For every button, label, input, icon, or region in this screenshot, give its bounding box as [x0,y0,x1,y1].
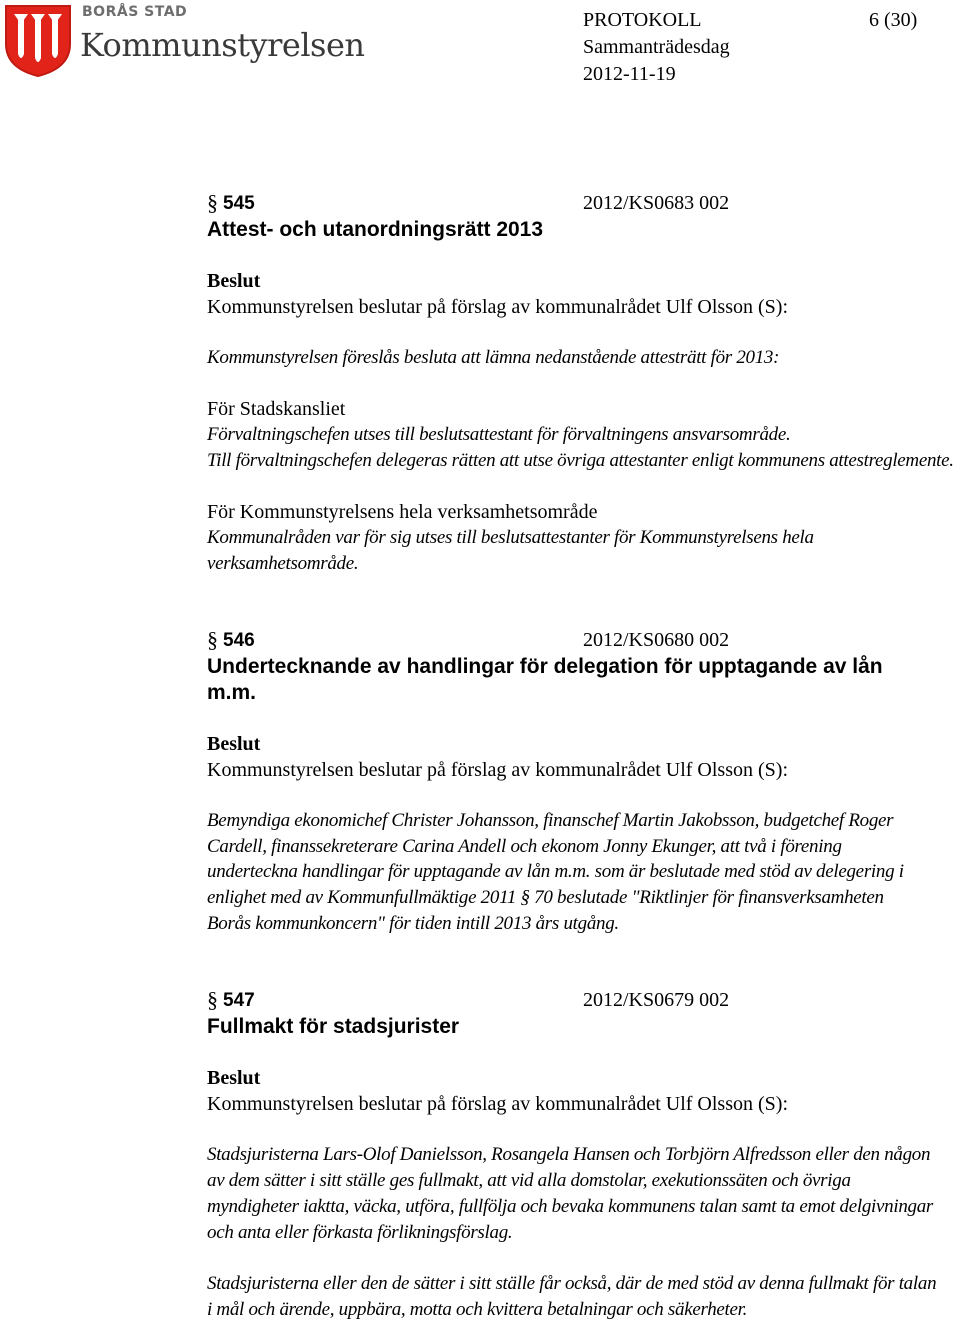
section-number: 545 [223,193,255,214]
body-line: underteckna handlingar för upptagande av lån m.m. som är beslutade med stöd av delegering i [207,861,904,882]
section-title: m.m. [207,681,257,704]
section-dnr: 2012/KS0679 002 [583,989,730,1011]
body-line: Cardell, finanssekreterare Carina Andell och ekonom Jonny Ekunger, att två i förening [207,836,842,857]
meeting-label: Sammanträdesdag [583,36,730,58]
section-title: Undertecknande av handlingar för delegation för upptagande av lån [207,655,883,678]
proposal-text: Kommunstyrelsen föreslås besluta att lämna nedanstående attesträtt för 2013: [207,347,780,368]
section-dnr: 2012/KS0680 002 [583,629,730,651]
section-dnr: 2012/KS0683 002 [583,192,730,214]
section-title: Attest- och utanordningsrätt 2013 [207,218,544,241]
body-line: Till förvaltningschefen delegeras rätten att utse övriga attestanter enligt kommunens attestreglemente. [207,450,954,471]
beslut-heading: Beslut [207,1067,261,1089]
doc-type: PROTOKOLL [583,9,702,31]
body-line: Stadsjuristerna eller den de sätter i sitt ställe får också, där de med stöd av denna fullmakt för talan [207,1273,937,1294]
section-symbol: § [207,190,218,215]
section-symbol: § [207,627,218,652]
body-line: verksamhetsområde. [207,553,359,574]
body-line: i mål och ärende, uppbära, motta och kvittera betalningar och säkerheter. [207,1299,748,1320]
section-title: Fullmakt för stadsjurister [207,1015,460,1038]
meeting-date: 2012-11-19 [583,63,676,85]
decision-intro: Kommunstyrelsen beslutar på förslag av kommunalrådet Ulf Olsson (S): [207,759,788,781]
beslut-heading: Beslut [207,270,261,292]
body-line: Kommunalråden var för sig utses till beslutsattestanter för Kommunstyrelsens hela [207,527,814,548]
body-line: myndigheter iaktta, väcka, utföra, fullfölja och bevaka kommunens talan samt ta emot delgivningar [207,1196,934,1217]
body-line: Förvaltningschefen utses till beslutsattestant för förvaltningens ansvarsområde. [207,424,791,445]
beslut-heading: Beslut [207,733,261,755]
body-line: av dem sätter i sitt ställe ges fullmakt, att vid alla domstolar, exekutionssäten och övriga [207,1170,851,1191]
page-number: 6 (30) [869,9,918,31]
subheading-kommunstyrelsen: För Kommunstyrelsens hela verksamhetsområde [207,501,598,523]
decision-intro: Kommunstyrelsen beslutar på förslag av kommunalrådet Ulf Olsson (S): [207,296,788,318]
body-line: enlighet med av Kommunfullmäktige 2011 § 70 beslutade "Riktlinjer för finansverksamheten [207,887,884,908]
body-line: och anta eller förkasta förlikningsförslag. [207,1222,513,1243]
section-number: 546 [223,630,255,651]
body-line: Bemyndiga ekonomichef Christer Johansson, finanschef Martin Jakobsson, budgetchef Roger [207,810,894,831]
body-line: Borås kommunkoncern" för tiden intill 2013 års utgång. [207,913,619,934]
decision-intro: Kommunstyrelsen beslutar på förslag av kommunalrådet Ulf Olsson (S): [207,1093,788,1115]
subheading-stadskansliet: För Stadskansliet [207,398,346,420]
body-line: Stadsjuristerna Lars-Olof Danielsson, Rosangela Hansen och Torbjörn Alfredsson eller den någon [207,1144,931,1165]
section-symbol: § [207,987,218,1012]
section-number: 547 [223,990,255,1011]
logo-city-name: BORÅS STAD [82,4,188,20]
logo-org-name: Kommunstyrelsen [80,26,365,64]
coat-of-arms-icon [4,4,74,78]
